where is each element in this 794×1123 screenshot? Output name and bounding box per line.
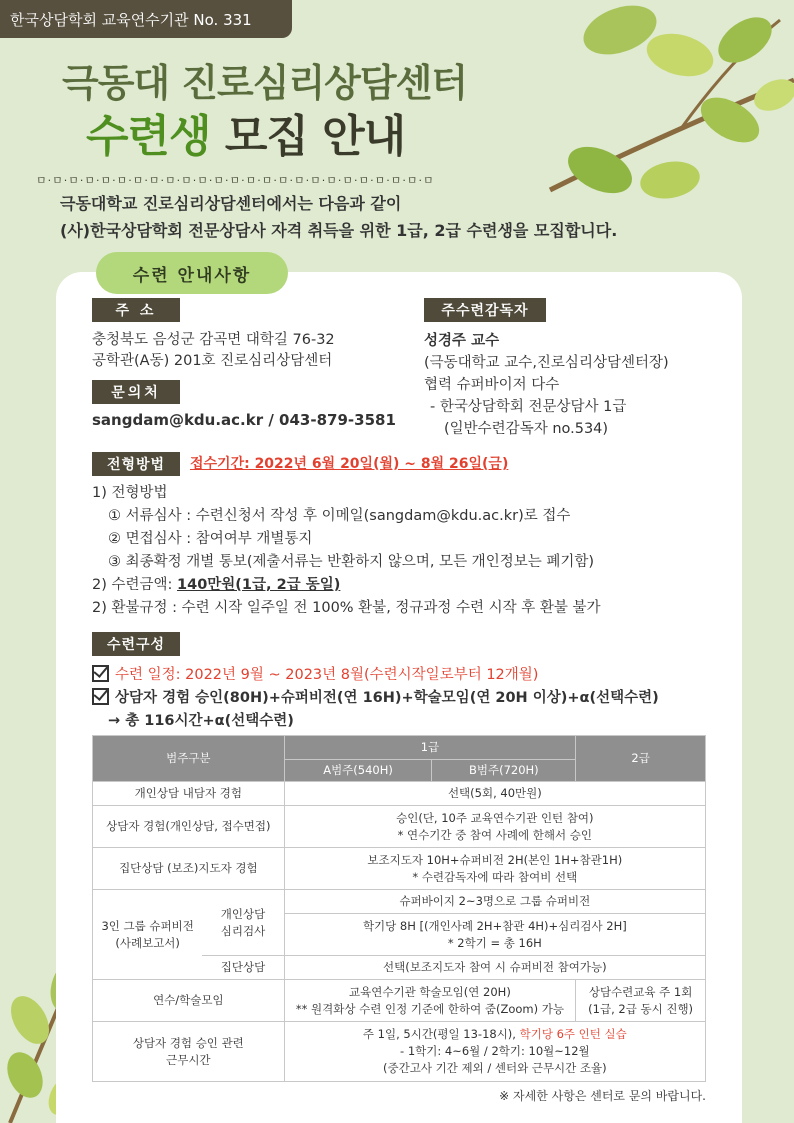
intro-line-1: 극동대학교 진로심리상담센터에서는 다음과 같이 bbox=[60, 194, 402, 213]
supervisor-coop-detail-2: (일반수련감독자 no.534) bbox=[444, 421, 609, 437]
row-value-line: 학기당 8H [(개인사례 2H+참관 4H)+심리검사 2H] bbox=[362, 918, 627, 933]
row-value-highlight: 학기당 6주 인턴 실습 bbox=[519, 1027, 627, 1041]
training-table bbox=[92, 735, 706, 1082]
row-label-line: 상담자 경험 승인 관련 bbox=[132, 1035, 244, 1050]
title-rest: 모집 안내 bbox=[210, 111, 406, 162]
address-line-1: 충청북도 음성군 감곡면 대학길 76-32 bbox=[92, 332, 335, 348]
contact-label: 문의처 bbox=[92, 380, 180, 404]
row-value bbox=[284, 1022, 705, 1082]
address-text bbox=[92, 330, 335, 372]
row-value bbox=[284, 914, 705, 956]
row-value: 슈퍼바이지 2~3명으로 그룹 슈퍼비전 bbox=[284, 890, 705, 914]
selection-details bbox=[92, 482, 601, 620]
row-label-line: (사례보고서) bbox=[115, 935, 180, 950]
checkbox-icon bbox=[92, 688, 109, 705]
row-value bbox=[284, 848, 705, 890]
row-value bbox=[576, 980, 706, 1022]
header-category-b: B범주(720H) bbox=[432, 760, 576, 782]
row-label: 상담자 경험(개인상담, 접수면접) bbox=[93, 806, 285, 848]
row-value-line bbox=[288, 1026, 702, 1043]
row-value-line: ** 원격화상 수련 인정 기준에 한하여 줌(Zoom) 가능 bbox=[295, 1001, 564, 1016]
row-value-line: * 2학기 = 총 16H bbox=[447, 935, 542, 950]
structure-label: 수련구성 bbox=[92, 632, 180, 656]
row-value-line: 상담수련교육 주 1회 bbox=[588, 984, 693, 999]
row-label-line: 3인 그룹 슈퍼비전 bbox=[101, 918, 194, 933]
row-value: 선택(5회, 40만원) bbox=[284, 782, 705, 806]
fee-prefix: 2) 수련금액: bbox=[92, 577, 178, 593]
intro-text bbox=[60, 190, 617, 244]
title-highlight: 수련생 bbox=[86, 111, 211, 162]
checkbox-icon bbox=[92, 665, 109, 682]
row-sublabel bbox=[202, 890, 284, 956]
fee-value: 140만원(1급, 2급 동일) bbox=[177, 577, 341, 593]
selection-item-1: 1) 전형방법 bbox=[92, 485, 168, 501]
contact-value: sangdam@kdu.ac.kr / 043-879-3581 bbox=[92, 411, 396, 429]
row-label: 집단상담 (보조)지도자 경험 bbox=[93, 848, 285, 890]
header-grade-1: 1급 bbox=[284, 736, 576, 760]
row-label-line: 근무시간 bbox=[166, 1052, 211, 1067]
table-row bbox=[93, 1022, 706, 1082]
training-fee bbox=[92, 574, 601, 597]
institution-badge: 한국상담학회 교육연수기관 No. 331 bbox=[0, 0, 292, 38]
title-recruitment bbox=[86, 100, 405, 164]
structure-schedule: 수련 일정: 2022년 9월 ~ 2023년 8월(수련시작일로부터 12개월) bbox=[115, 667, 539, 683]
row-label: 개인상담 내담자 경험 bbox=[93, 782, 285, 806]
supervisor-info bbox=[424, 330, 669, 440]
table-row bbox=[93, 806, 706, 848]
refund-policy: 2) 환불규정 : 수련 시작 일주일 전 100% 환불, 정규과정 수련 시작 후 환불 불가 bbox=[92, 600, 601, 616]
footnote: ※ 자세한 사항은 센터로 문의 바랍니다. bbox=[499, 1089, 706, 1103]
structure-details bbox=[92, 664, 659, 733]
row-value: 선택(보조지도자 참여 시 슈퍼비전 참여가능) bbox=[284, 956, 705, 980]
header-category: 범주구분 bbox=[93, 736, 285, 782]
header-category-a: A범주(540H) bbox=[284, 760, 432, 782]
structure-schedule-row bbox=[92, 664, 659, 687]
supervisor-title: (극동대학교 교수,진로심리상담센터장) bbox=[424, 355, 669, 371]
row-label bbox=[93, 890, 203, 980]
application-period: 접수기간: 2022년 6월 20일(월) ~ 8월 26일(금) bbox=[190, 456, 509, 472]
selection-label: 전형방법 bbox=[92, 452, 180, 476]
structure-total: → 총 116시간+α(선택수련) bbox=[108, 713, 294, 729]
row-value-line: 승인(단, 10주 교육연수기관 인턴 참여) bbox=[396, 810, 594, 825]
address-label: 주 소 bbox=[92, 298, 180, 322]
row-label bbox=[93, 1022, 285, 1082]
supervisor-name: 성경주 교수 bbox=[424, 333, 500, 349]
title-center-name: 극동대 진로심리상담센터 bbox=[62, 61, 468, 105]
table-row bbox=[93, 782, 706, 806]
supervisor-coop-detail-1: - 한국상담학회 전문상담사 1급 bbox=[430, 399, 627, 415]
table-row bbox=[93, 980, 706, 1022]
row-value-line: (1급, 2급 동시 진행) bbox=[588, 1001, 694, 1016]
row-label: 연수/학술모임 bbox=[93, 980, 285, 1022]
row-value-line: 보조지도자 10H+슈퍼비전 2H(본인 1H+참관1H) bbox=[367, 852, 623, 867]
supervisor-coop: 협력 슈퍼바이저 다수 bbox=[424, 377, 560, 393]
row-value-line: - 1학기: 4~6월 / 2학기: 10월~12월 bbox=[400, 1044, 590, 1058]
selection-step-3: ③ 최종확정 개별 통보(제출서류는 반환하지 않으며, 모든 개인정보는 폐기함) bbox=[108, 554, 595, 570]
intro-line-2: (사)한국상담학회 전문상담사 자격 취득을 위한 1급, 2급 수련생을 모집합니다. bbox=[60, 221, 618, 240]
selection-step-1: ① 서류심사 : 수련신청서 작성 후 이메일(sangdam@kdu.ac.kr)로 접수 bbox=[108, 508, 571, 524]
dotted-divider: ㅁ·ㅁ·ㅁ·ㅁ·ㅁ·ㅁ·ㅁ·ㅁ·ㅁ·ㅁ·ㅁ·ㅁ·ㅁ·ㅁ·ㅁ·ㅁ·ㅁ·ㅁ·ㅁ·ㅁ·ㅁ·ㅁ·ㅁ·ㅁ·ㅁ bbox=[36, 174, 435, 187]
table-row bbox=[93, 890, 706, 914]
row-value bbox=[284, 980, 576, 1022]
row-value-part: 주 1일, 5시간(평일 13-18시), bbox=[362, 1027, 520, 1041]
row-value-line: 교육연수기관 학술모임(연 20H) bbox=[349, 984, 511, 999]
row-value-line: * 수련감독자에 따라 참여비 선택 bbox=[412, 869, 578, 884]
row-sublabel-line: 개인상담 bbox=[220, 906, 266, 921]
row-sublabel-line: 심리검사 bbox=[220, 923, 266, 938]
table-row bbox=[93, 848, 706, 890]
row-value-line: * 연수기간 중 참여 사례에 한해서 승인 bbox=[397, 827, 592, 842]
row-sublabel: 집단상담 bbox=[202, 956, 284, 980]
address-line-2: 공학관(A동) 201호 진로심리상담센터 bbox=[92, 353, 333, 369]
structure-composition: 상담자 경험 승인(80H)+슈퍼비전(연 16H)+학술모임(연 20H 이상)+α(선택수련) bbox=[115, 690, 659, 706]
selection-step-2: ② 면접심사 : 참여여부 개별통지 bbox=[108, 531, 313, 547]
header-grade-2: 2급 bbox=[576, 736, 706, 782]
row-value bbox=[284, 806, 705, 848]
section-tab-training-info: 수련 안내사항 bbox=[96, 252, 288, 294]
structure-composition-row bbox=[92, 687, 659, 710]
supervisor-label: 주수련감독자 bbox=[424, 298, 546, 322]
row-value-line: (중간고사 기간 제외 / 센터와 근무시간 조율) bbox=[383, 1061, 607, 1075]
